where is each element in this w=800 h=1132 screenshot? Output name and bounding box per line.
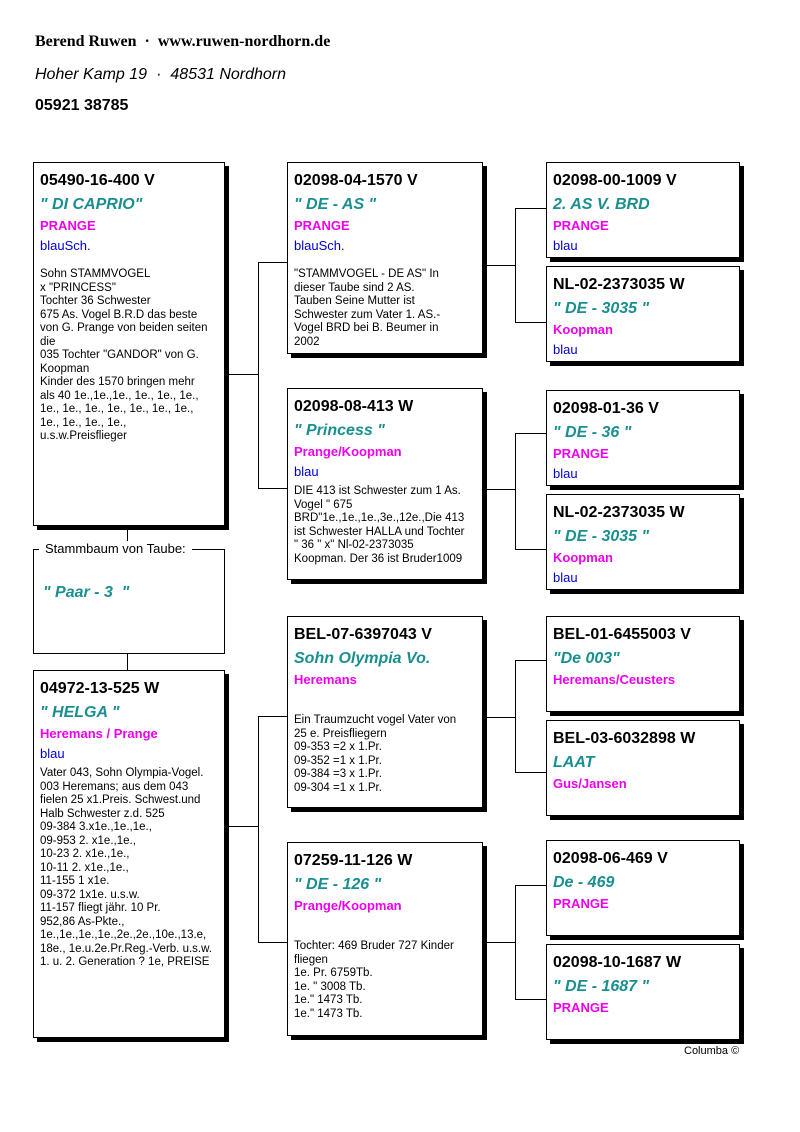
connector-ff [515, 208, 546, 209]
connector-mf [515, 660, 546, 661]
connector-fm [515, 433, 516, 549]
breeder-name: PRANGE [553, 896, 609, 911]
breeder-name: Koopman [553, 550, 613, 565]
ring-number: 02098-06-469 V [553, 850, 668, 867]
bird-card-mfm[interactable] [546, 720, 740, 816]
breeder-name: PRANGE [553, 446, 609, 461]
connector-mf [515, 660, 516, 772]
bird-name: " DE - 36 " [553, 424, 632, 441]
bird-card-mf[interactable] [287, 616, 483, 808]
pedigree-title-name: " Paar - 3 " [43, 584, 130, 601]
bird-color: blau [40, 746, 65, 761]
bird-description: "STAMMVOGEL - DE AS" In dieser Taube sind 2 AS. Tauben Seine Mutter ist Schwester zum Vater 1. AS.- Vogel BRD bei B. Beumer in 2002 [294, 268, 441, 348]
connector-mother [258, 942, 287, 943]
bird-name: " DE - 126 " [294, 876, 382, 893]
owner-name: Berend Ruwen [35, 33, 137, 50]
bird-color: blau [553, 342, 578, 357]
breeder-name: Koopman [553, 322, 613, 337]
breeder-name: PRANGE [553, 218, 609, 233]
bird-name: LAAT [553, 754, 595, 771]
bird-name: Sohn Olympia Vo. [294, 650, 431, 667]
connector-mf [483, 717, 515, 718]
connector-fm [515, 549, 546, 550]
breeder-name: Gus/Jansen [553, 776, 627, 791]
ring-number: NL-02-2373035 W [553, 504, 685, 521]
breeder-name: PRANGE [553, 1000, 609, 1015]
bird-card-mm[interactable] [287, 842, 483, 1036]
ring-number: 02098-01-36 V [553, 400, 659, 417]
connector-mm [515, 885, 546, 886]
bird-color: blau [553, 570, 578, 585]
connector-father [225, 374, 258, 375]
ring-number: BEL-01-6455003 V [553, 626, 691, 643]
bird-description: DIE 413 ist Schwester zum 1 As. Vogel " 675 BRD"1e.,1e.,1e.,3e.,12e.,Die 413 ist Schwester HALLA und Tochter " 36 " x" Nl-02-2373035 Koopman. Der 36 ist Bruder1009 [294, 485, 465, 565]
ring-number: BEL-07-6397043 V [294, 626, 432, 643]
bird-name: De - 469 [553, 874, 615, 891]
breeder-name: Prange/Koopman [294, 444, 402, 459]
connector-ff [515, 322, 546, 323]
breeder-name: Heremans / Prange [40, 726, 158, 741]
ring-number: 07259-11-126 W [294, 852, 413, 869]
bird-card-fmm[interactable] [546, 494, 740, 590]
software-credit: Columba © [684, 1045, 740, 1057]
bird-name: "De 003" [553, 650, 620, 667]
bird-card-mff[interactable] [546, 616, 740, 712]
separator: · [156, 66, 162, 83]
bird-color: blau [553, 466, 578, 481]
bird-name: " DE - 1687 " [553, 978, 650, 995]
ring-number: BEL-03-6032898 W [553, 730, 696, 747]
bird-name: " DI CAPRIO" [40, 196, 143, 213]
connector-mm [515, 999, 546, 1000]
connector-mother [225, 826, 258, 827]
phone-number: 05921 38785 [35, 97, 129, 114]
bird-card-mmm[interactable] [546, 944, 740, 1040]
bird-card-fm[interactable] [287, 388, 483, 580]
connector-father-mother [127, 654, 128, 670]
breeder-name: PRANGE [294, 218, 350, 233]
bird-color: blauSch. [294, 238, 345, 253]
bird-card-fmf[interactable] [546, 390, 740, 486]
ring-number: 02098-04-1570 V [294, 172, 418, 189]
connector-mother [258, 716, 287, 717]
connector-mm [515, 885, 516, 999]
bird-description: Vater 043, Sohn Olympia-Vogel. 003 Heremans; aus dem 043 fielen 25 x1.Preis. Schwest.und Halb Schwester z.d. 525 09-384 3.x1e.,1e.,1e., 09-953 2. x1e.,1e., 10-23 2. x1e.,1e., 10-11 2. x1e.,1e., 11-155 1 x1e. 09-372 1x1e. u.s.w. 11-157 fliegt jähr. 10 Pr. 952,86 As-Pkte., 1e.,1e.,1e.,1e.,2e.,2e.,10e.,13.e, 18e., 1e.u.2e.Pr.Reg.-Verb. u.s.w. 1. u. 2. Generation ? 1e, PREISE [40, 767, 212, 968]
separator: · [144, 33, 150, 50]
city: 48531 Nordhorn [170, 66, 287, 83]
breeder-name: Prange/Koopman [294, 898, 402, 913]
bird-name: " DE - AS " [294, 196, 377, 213]
header-owner-line [35, 33, 330, 51]
breeder-name: Heremans [294, 672, 357, 687]
bird-name: " DE - 3035 " [553, 528, 650, 545]
bird-card-mother[interactable] [33, 670, 225, 1038]
bird-description: Ein Traumzucht vogel Vater von 25 e. Preisfliegern 09-353 =2 x 1.Pr. 09-352 =1 x 1.Pr. 09-384 =3 x 1.Pr. 09-304 =1 x 1.Pr. [294, 714, 457, 794]
connector-ff [483, 265, 515, 266]
breeder-name: PRANGE [40, 218, 96, 233]
bird-description: Sohn STAMMVOGEL x "PRINCESS" Tochter 36 Schwester 675 As. Vogel B.R.D das beste von G. Prange von beiden seiten die 035 Tochter "GANDOR" von G. Koopman Kinder des 1570 bringen mehr als 40 1e.,1e.,1e., 1e., 1e., 1e., 1e., 1e., 1e., 1e., 1e., 1e., 1e., 1e., 1e., 1e., 1e., u.s.w.Preisflieger [40, 268, 208, 442]
bird-description: Tochter: 469 Bruder 727 Kinder fliegen 1e. Pr. 6759Tb. 1e. " 3008 Tb. 1e." 1473 Tb. 1e." 1473 Tb. [294, 940, 454, 1020]
bird-card-ff[interactable] [287, 162, 483, 354]
bird-card-ffm[interactable] [546, 266, 740, 362]
bird-card-mmf[interactable] [546, 840, 740, 936]
connector-fm [515, 433, 546, 434]
ring-number: 02098-00-1009 V [553, 172, 677, 189]
bird-name: 2. AS V. BRD [553, 196, 650, 213]
bird-name: " Princess " [294, 422, 385, 439]
connector-ff [515, 208, 516, 322]
connector-father [258, 262, 287, 263]
street: Hoher Kamp 19 [35, 66, 148, 83]
bird-color: blauSch. [40, 238, 91, 253]
bird-name: " DE - 3035 " [553, 300, 650, 317]
bird-color: blau [294, 464, 319, 479]
header-address-line [35, 66, 286, 84]
ring-number: NL-02-2373035 W [553, 276, 685, 293]
ring-number: 05490-16-400 V [40, 172, 155, 189]
connector-father [258, 262, 259, 488]
bird-name: " HELGA " [40, 704, 120, 721]
connector-mm [483, 942, 515, 943]
connector-mother [258, 716, 259, 942]
bird-color: blau [553, 238, 578, 253]
ring-number: 02098-08-413 W [294, 398, 414, 415]
website-link[interactable]: www.ruwen-nordhorn.de [157, 33, 331, 50]
ring-number: 04972-13-525 W [40, 680, 160, 697]
connector-mf [515, 772, 546, 773]
bird-card-father[interactable] [33, 162, 225, 526]
connector-fm [483, 489, 515, 490]
ring-number: 02098-10-1687 W [553, 954, 682, 971]
pedigree-title-label: Stammbaum von Taube: [39, 541, 192, 557]
breeder-name: Heremans/Ceusters [553, 672, 676, 687]
bird-card-fff[interactable] [546, 162, 740, 258]
connector-father [258, 488, 287, 489]
